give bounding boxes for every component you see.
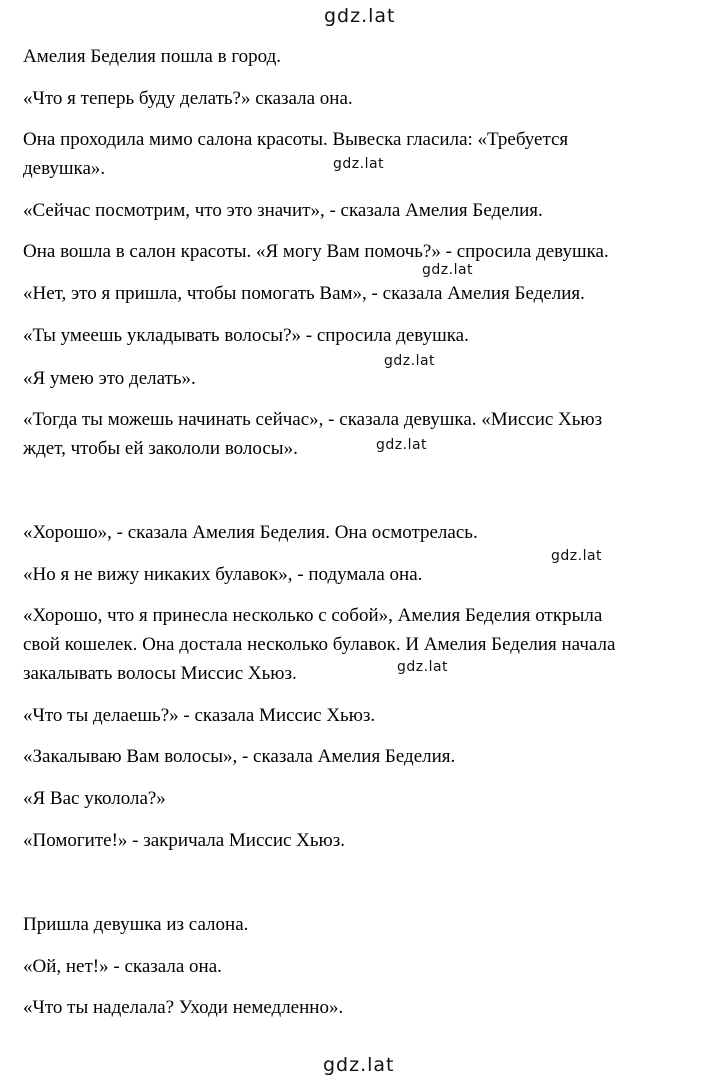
- paragraph: «Я Вас уколола?»: [23, 788, 166, 809]
- watermark-bottom: gdz.lat: [323, 1054, 395, 1076]
- watermark: gdz.lat: [422, 262, 474, 278]
- paragraph: «Ой, нет!» - сказала она.: [23, 956, 222, 977]
- paragraph: «Я умею это делать».: [23, 368, 196, 389]
- paragraph: «Хорошо, что я принесла несколько с собой», Амелия Беделия открыла свой кошелек. Она достала несколько булавок. И Амелия Беделия начала закалывать волосы Миссис Хьюз.: [23, 605, 616, 684]
- watermark: gdz.lat: [333, 156, 385, 172]
- paragraph: «Сейчас посмотрим, что это значит», - сказала Амелия Беделия.: [23, 200, 543, 221]
- paragraph: Пришла девушка из салона.: [23, 914, 249, 935]
- paragraph: «Что ты наделала? Уходи немедленно».: [23, 997, 344, 1018]
- watermark: gdz.lat: [397, 659, 449, 675]
- paragraph: «Что я теперь буду делать?» сказала она.: [23, 88, 353, 109]
- paragraph: Амелия Беделия пошла в город.: [23, 46, 282, 67]
- paragraph: «Помогите!» - закричала Миссис Хьюз.: [23, 830, 346, 851]
- paragraph: Она проходила мимо салона красоты. Вывеска гласила: «Требуется девушка».: [23, 129, 569, 179]
- paragraph: «Нет, это я пришла, чтобы помогать Вам», - сказала Амелия Беделия.: [23, 283, 585, 304]
- watermark: gdz.lat: [551, 548, 603, 564]
- paragraph: Она вошла в салон красоты. «Я могу Вам помочь?» - спросила девушка.: [23, 241, 609, 262]
- paragraph: «Закалываю Вам волосы», - сказала Амелия Беделия.: [23, 746, 456, 767]
- paragraph: «Хорошо», - сказала Амелия Беделия. Она осмотрелась.: [23, 522, 478, 543]
- paragraph: «Но я не вижу никаких булавок», - подумала она.: [23, 564, 423, 585]
- paragraph: «Ты умеешь укладывать волосы?» - спросила девушка.: [23, 325, 469, 346]
- watermark-top: gdz.lat: [324, 5, 396, 27]
- paragraph: «Что ты делаешь?» - сказала Миссис Хьюз.: [23, 705, 376, 726]
- paragraph: «Тогда ты можешь начинать сейчас», - сказала девушка. «Миссис Хьюз ждет, чтобы ей закололи волосы».: [23, 409, 603, 459]
- watermark: gdz.lat: [384, 353, 436, 369]
- watermark: gdz.lat: [376, 437, 428, 453]
